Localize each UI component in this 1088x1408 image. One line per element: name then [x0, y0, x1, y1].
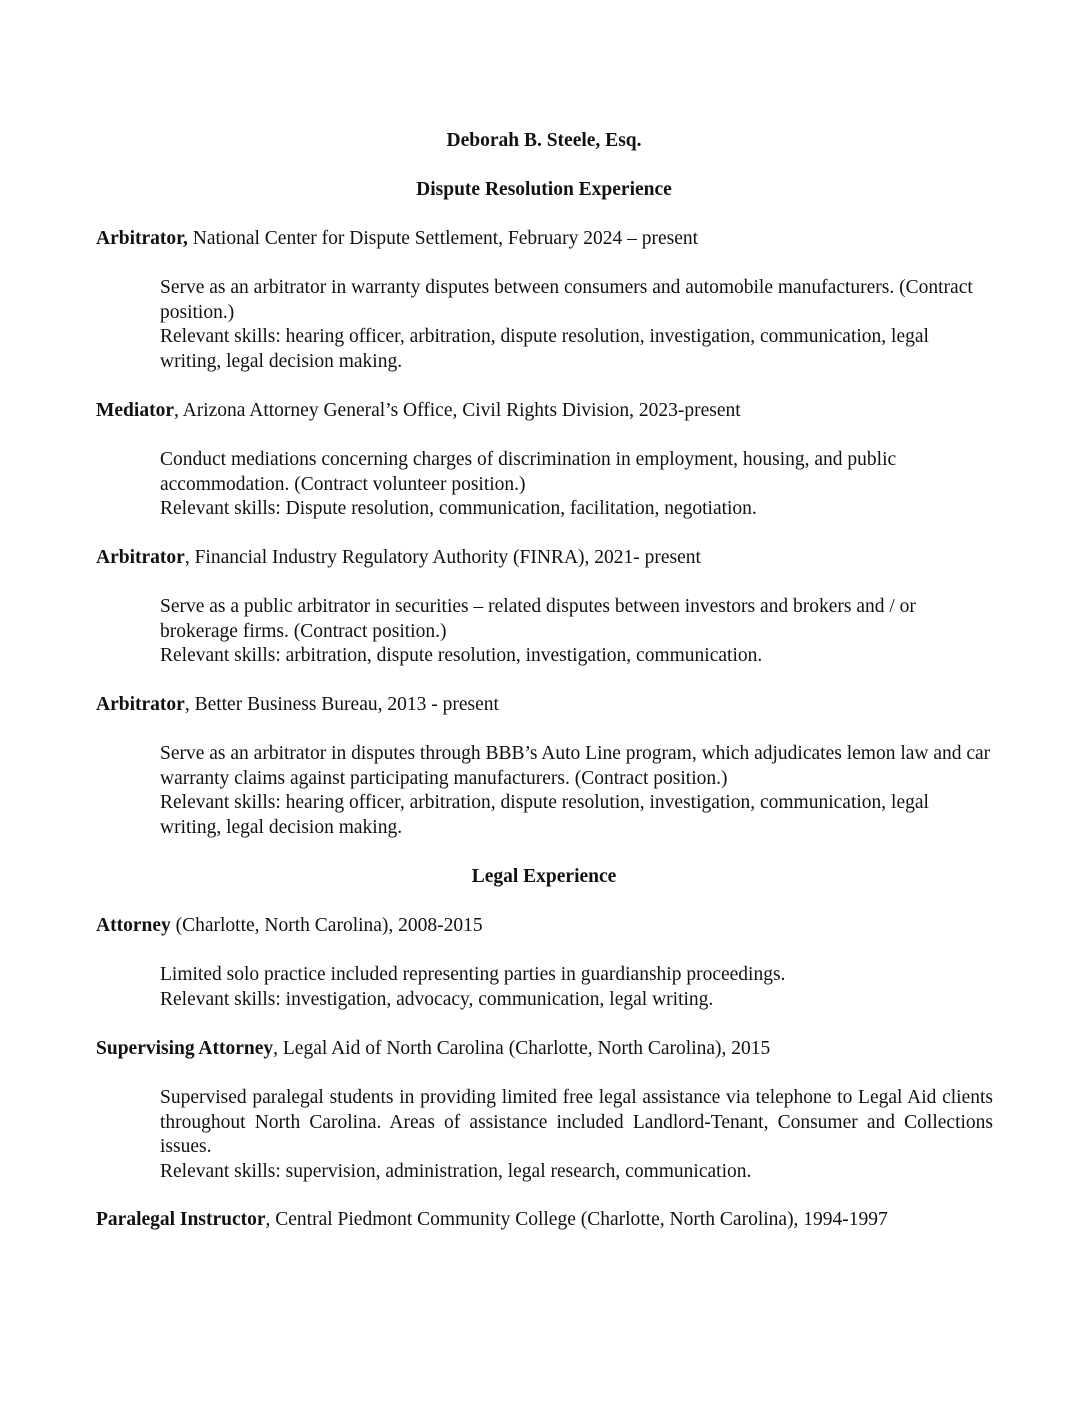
entry-heading	[96, 399, 1016, 424]
entry-skills: Relevant skills: supervision, administration, legal research, communication.	[160, 1160, 752, 1182]
entry-detail: , Central Piedmont Community College (Charlotte, North Carolina), 1994-1997	[265, 1209, 888, 1230]
entry-skills: Relevant skills: arbitration, dispute resolution, investigation, communication.	[160, 645, 763, 666]
entry-title: Arbitrator	[96, 547, 185, 568]
entry-description	[160, 742, 993, 840]
entry-description	[160, 1086, 993, 1184]
entry-heading	[96, 227, 1016, 252]
entry-skills: Relevant skills: Dispute resolution, communication, facilitation, negotiation.	[160, 498, 757, 519]
entry-duties: Serve as an arbitrator in warranty disputes between consumers and automobile manufacturers. (Contract position.)	[160, 277, 973, 323]
entry-skills: Relevant skills: hearing officer, arbitration, dispute resolution, investigation, communication, legal writing, legal decision making.	[160, 792, 929, 838]
entry-title: Arbitrator,	[96, 228, 188, 249]
entry-duties: Serve as an arbitrator in disputes through BBB’s Auto Line program, which adjudicates lemon law and car warranty claims against participating manufacturers. (Contract position.)	[160, 743, 991, 789]
entry-detail: (Charlotte, North Carolina), 2008-2015	[170, 915, 483, 936]
entry-heading	[96, 693, 1016, 718]
entry-title: Arbitrator	[96, 694, 185, 715]
entry-detail: , Arizona Attorney General’s Office, Civil Rights Division, 2023-present	[173, 400, 741, 421]
entry-title: Attorney	[96, 915, 171, 936]
resume-name: Deborah B. Steele, Esq.	[446, 130, 642, 151]
entry-skills: Relevant skills: investigation, advocacy, communication, legal writing.	[160, 988, 714, 1010]
entry-heading	[96, 1208, 1016, 1233]
entry-detail: , Better Business Bureau, 2013 - present	[184, 694, 499, 715]
entry-duties: Supervised paralegal students in providing limited free legal assistance via telephone to Legal Aid clients throughout North Carolina. Areas of assistance included Landlord-Tenant, Consumer and Collections issues.	[160, 1087, 993, 1157]
entry-description	[160, 448, 993, 522]
entry-duties: Limited solo practice included representing parties in guardianship proceedings.	[160, 964, 786, 985]
entry-skills: Relevant skills: hearing officer, arbitration, dispute resolution, investigation, communication, legal writing, legal decision making.	[160, 326, 929, 372]
entry-heading	[96, 914, 1016, 939]
entry-detail: National Center for Dispute Settlement, February 2024 – present	[187, 228, 699, 249]
entry-title: Mediator	[96, 400, 174, 421]
entry-description	[160, 276, 993, 374]
entry-duties: Serve as a public arbitrator in securities – related disputes between investors and brokers and / or brokerage firms. (Contract position.)	[160, 596, 916, 642]
entry-description	[160, 595, 993, 669]
entry-duties: Conduct mediations concerning charges of discrimination in employment, housing, and public accommodation. (Contract volunteer position.)	[160, 449, 897, 495]
section-heading-legal: Legal Experience	[471, 866, 617, 887]
section-heading-dispute: Dispute Resolution Experience	[416, 179, 672, 200]
entry-title: Supervising Attorney	[96, 1038, 274, 1059]
entry-description	[160, 963, 993, 1012]
entry-title: Paralegal Instructor	[96, 1209, 266, 1230]
entry-heading	[96, 546, 1016, 571]
entry-detail: , Legal Aid of North Carolina (Charlotte, North Carolina), 2015	[273, 1038, 771, 1059]
entry-detail: , Financial Industry Regulatory Authority (FINRA), 2021- present	[184, 547, 701, 568]
entry-heading	[96, 1037, 1016, 1062]
